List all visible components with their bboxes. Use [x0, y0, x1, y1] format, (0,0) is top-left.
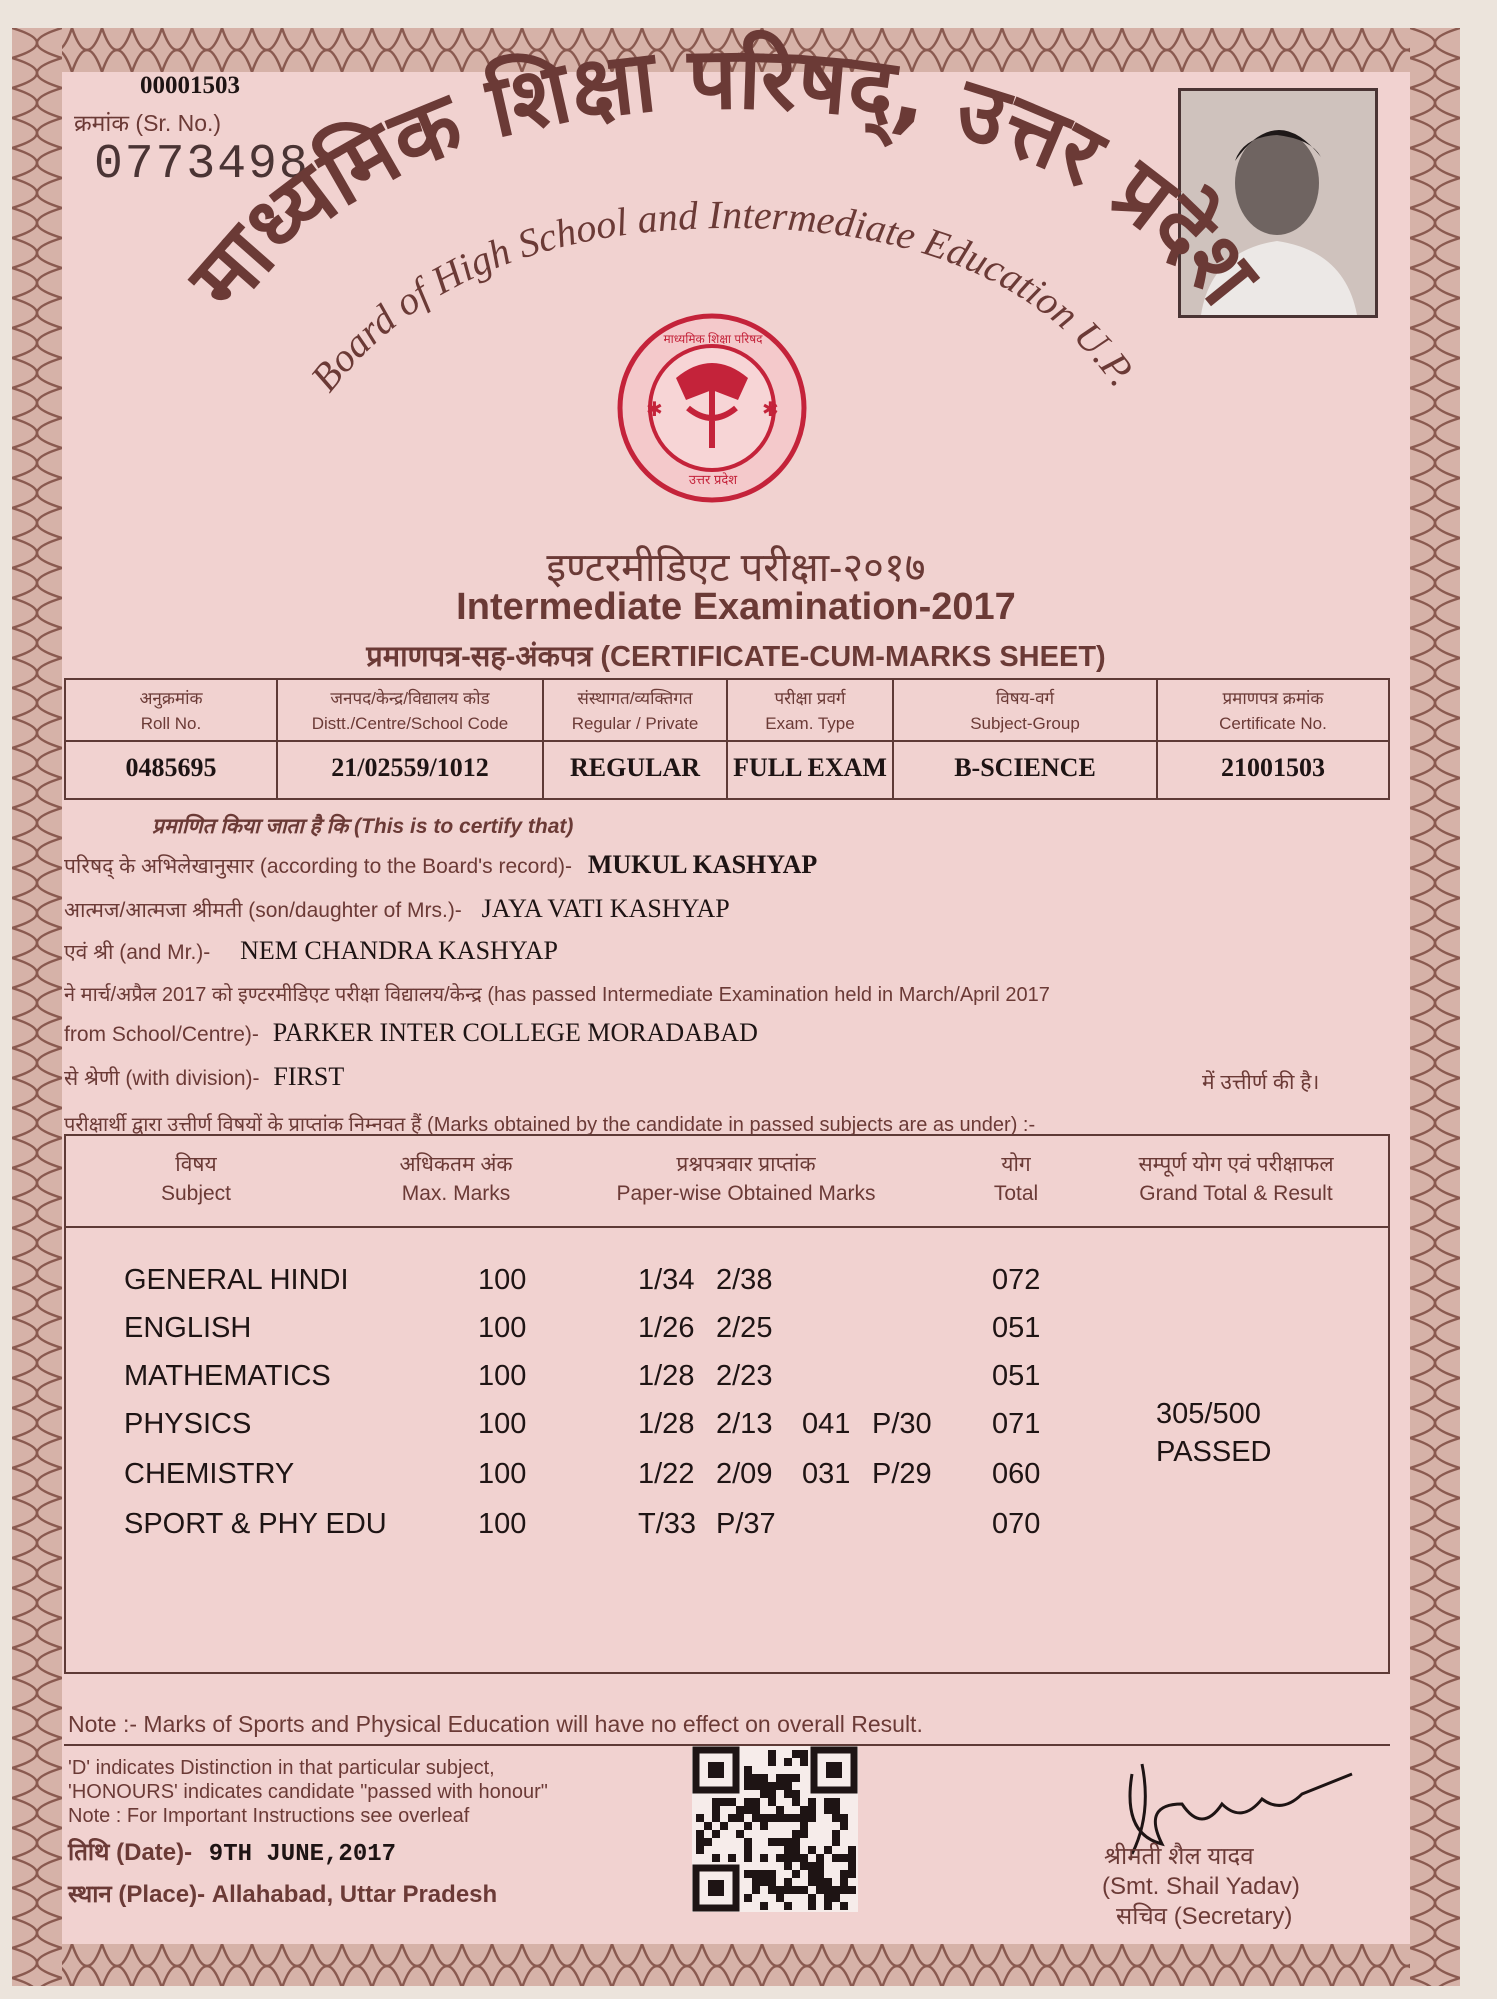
row-4-p2: 2/09 — [716, 1458, 773, 1490]
header-subject-en: Subject — [160, 1182, 232, 1205]
mother-name: JAYA VATI KASHYAP — [481, 894, 730, 923]
row-2-p1: 1/28 — [638, 1360, 695, 1392]
name-label: परिषद् के अभिलेखानुसार (according to the Board's record)- — [64, 855, 573, 878]
header-grand-total — [1106, 1150, 1366, 1208]
row-3-p3: 041 — [802, 1408, 851, 1440]
status-label-en: Regular / Private — [571, 714, 699, 733]
legend-instructions: Note : For Important Instructions see overleaf — [68, 1805, 470, 1827]
signatory-name-en: (Smt. Shail Yadav) — [1102, 1873, 1300, 1900]
division-label: से श्रेणी (with division)- — [64, 1067, 260, 1090]
row-2-total: 051 — [992, 1360, 1041, 1392]
father-line — [64, 936, 558, 966]
svg-text:✱: ✱ — [646, 397, 663, 421]
row-1-p1: 1/26 — [638, 1312, 695, 1344]
svg-text:✱: ✱ — [762, 397, 779, 421]
school-code: 21/02559/1012 — [331, 753, 489, 782]
header-total — [956, 1150, 1076, 1208]
row-5-subject: SPORT & PHY EDU — [124, 1508, 387, 1540]
serial-label: क्रमांक (Sr. No.) — [74, 110, 222, 136]
row-3-max: 100 — [478, 1408, 527, 1440]
candidate-info-table — [64, 678, 1390, 800]
issue-place: स्थान (Place)- Allahabad, Uttar Pradesh — [68, 1881, 498, 1908]
header-max-hi: अधिकतम अंक — [399, 1153, 513, 1176]
division-line — [64, 1062, 344, 1092]
info-col-subject-group — [894, 680, 1158, 798]
row-3-total: 071 — [992, 1408, 1041, 1440]
header-max-marks — [366, 1150, 546, 1208]
info-col-certificate — [1158, 680, 1388, 798]
marks-intro: परीक्षार्थी द्वारा उत्तीर्ण विषयों के प्राप्तांक निम्नवत हैं (Marks obtained by the candidate in passed subjects are as under) :- — [64, 1114, 1036, 1136]
row-4-p4: P/29 — [872, 1458, 932, 1490]
header-grand-hi: सम्पूर्ण योग एवं परीक्षाफल — [1138, 1153, 1334, 1176]
board-header-graphic — [12, 28, 1460, 588]
date-line — [68, 1840, 396, 1867]
header-max-en: Max. Marks — [401, 1182, 511, 1205]
division: FIRST — [273, 1062, 345, 1091]
row-5-max: 100 — [478, 1508, 527, 1540]
document-type: प्रमाणपत्र-सह-अंकपत्र (CERTIFICATE-CUM-MARKS SHEET) — [366, 641, 1106, 673]
row-1-max: 100 — [478, 1312, 527, 1344]
exam-type-label-en: Exam. Type — [765, 714, 855, 733]
board-name-english: Board of High School and Intermediate Education U.P. — [301, 191, 1146, 400]
name-line — [64, 850, 817, 880]
row-2-p2: 2/23 — [716, 1360, 773, 1392]
serial-number-top: 00001503 — [140, 72, 240, 99]
signatory-designation: सचिव (Secretary) — [1116, 1903, 1293, 1930]
row-2-max: 100 — [478, 1360, 527, 1392]
mother-line — [64, 894, 730, 924]
emblem-bottom-text: उत्तर प्रदेश — [688, 472, 738, 487]
row-3-p1: 1/28 — [638, 1408, 695, 1440]
exam-type-label-hi: परीक्षा प्रवर्ग — [774, 689, 846, 708]
emblem-top-text: माध्यमिक शिक्षा परिषद — [663, 332, 763, 346]
school-line — [64, 1018, 758, 1048]
exam-title-hindi: इण्टरमीडिएट परीक्षा-२०१७ — [546, 546, 926, 590]
father-label: एवं श्री (and Mr.)- — [64, 941, 211, 964]
qr-code-icon — [692, 1746, 858, 1912]
candidate-status: REGULAR — [569, 753, 700, 782]
row-5-total: 070 — [992, 1508, 1041, 1540]
school-label: from School/Centre)- — [64, 1023, 259, 1046]
row-4-total: 060 — [992, 1458, 1041, 1490]
passed-text: ने मार्च/अप्रैल 2017 को इण्टरमीडिएट परीक्षा विद्यालय/केन्द्र (has passed Intermediate Examination held in March/April 2017 — [64, 984, 1050, 1006]
group-label-hi: विषय-वर्ग — [995, 689, 1055, 708]
header-total-en: Total — [993, 1182, 1039, 1205]
status-label-hi: संस्थागत/व्यक्तिगत — [577, 689, 693, 708]
cert-label-en: Certificate No. — [1219, 714, 1327, 733]
code-label-en: Distt./Centre/School Code — [311, 714, 509, 733]
roll-label-en: Roll No. — [140, 714, 202, 733]
info-col-exam-type — [728, 680, 894, 798]
row-0-total: 072 — [992, 1264, 1041, 1296]
row-0-p1: 1/34 — [638, 1264, 695, 1296]
row-1-subject: ENGLISH — [124, 1312, 252, 1344]
grand-total: 305/500 — [1156, 1398, 1261, 1430]
header-grand-en: Grand Total & Result — [1139, 1182, 1333, 1205]
serial-number-stamp: 0773498 — [94, 138, 310, 192]
roll-label-hi: अनुक्रमांक — [139, 689, 203, 708]
board-name-hindi: माध्यमिक शिक्षा परिषद्, उत्तर प्रदेश — [170, 28, 1278, 329]
row-4-subject: CHEMISTRY — [124, 1458, 295, 1490]
certificate-sheet — [12, 28, 1460, 1986]
issue-date: 9TH JUNE,2017 — [208, 1841, 397, 1868]
result-status: PASSED — [1156, 1436, 1272, 1468]
group-label-en: Subject-Group — [970, 714, 1080, 733]
school-name: PARKER INTER COLLEGE MORADABAD — [272, 1018, 758, 1047]
cert-label-hi: प्रमाणपत्र क्रमांक — [1222, 689, 1324, 708]
candidate-name: MUKUL KASHYAP — [587, 850, 818, 879]
header-subject — [106, 1150, 286, 1208]
row-5-p1: T/33 — [638, 1508, 697, 1540]
row-4-p1: 1/22 — [638, 1458, 695, 1490]
header-subject-hi: विषय — [175, 1153, 217, 1176]
header-divider — [66, 1226, 1388, 1228]
row-3-p4: P/30 — [872, 1408, 932, 1440]
passed-suffix: में उत्तीर्ण की है। — [1202, 1071, 1320, 1094]
father-name: NEM CHANDRA KASHYAP — [240, 936, 558, 965]
header-paper-marks — [586, 1150, 906, 1208]
row-4-max: 100 — [478, 1458, 527, 1490]
legend-honours: 'HONOURS' indicates candidate "passed with honour" — [68, 1781, 548, 1803]
roll-number: 0485695 — [125, 753, 217, 782]
header-paper-en: Paper-wise Obtained Marks — [616, 1182, 876, 1205]
row-1-total: 051 — [992, 1312, 1041, 1344]
mother-label: आत्मज/आत्मजा श्रीमती (son/daughter of Mrs.)- — [64, 899, 462, 922]
exam-title-english: Intermediate Examination-2017 — [456, 586, 1016, 628]
row-3-subject: PHYSICS — [124, 1408, 252, 1440]
row-4-p3: 031 — [802, 1458, 851, 1490]
row-3-p2: 2/13 — [716, 1408, 773, 1440]
legend-distinction: 'D' indicates Distinction in that particular subject, — [68, 1757, 495, 1779]
sports-note: Note :- Marks of Sports and Physical Education will have no effect on overall Result. — [68, 1711, 923, 1737]
signatory-name-hi: श्रीमती शैल यादव — [1104, 1843, 1254, 1870]
date-label: तिथि (Date)- — [68, 1839, 193, 1866]
row-5-p2: P/37 — [716, 1508, 776, 1540]
marks-table — [64, 1134, 1390, 1674]
code-label-hi: जनपद/केन्द्र/विद्यालय कोड — [330, 689, 490, 708]
row-1-p2: 2/25 — [716, 1312, 773, 1344]
border-pattern-bottom — [12, 1944, 1460, 1986]
row-0-subject: GENERAL HINDI — [124, 1264, 349, 1296]
certificate-number: 21001503 — [1221, 753, 1325, 782]
row-2-subject: MATHEMATICS — [124, 1360, 331, 1392]
row-0-max: 100 — [478, 1264, 527, 1296]
certify-intro: प्रमाणित किया जाता है कि (This is to certify that) — [152, 815, 574, 838]
subject-group: B-SCIENCE — [954, 753, 1096, 782]
info-col-status — [544, 680, 728, 798]
exam-type: FULL EXAM — [733, 753, 887, 782]
row-0-p2: 2/38 — [716, 1264, 773, 1296]
info-col-roll — [66, 680, 278, 798]
info-col-school-code — [278, 680, 544, 798]
header-paper-hi: प्रश्नपत्रवार प्राप्तांक — [676, 1153, 816, 1176]
header-total-hi: योग — [1001, 1153, 1031, 1176]
